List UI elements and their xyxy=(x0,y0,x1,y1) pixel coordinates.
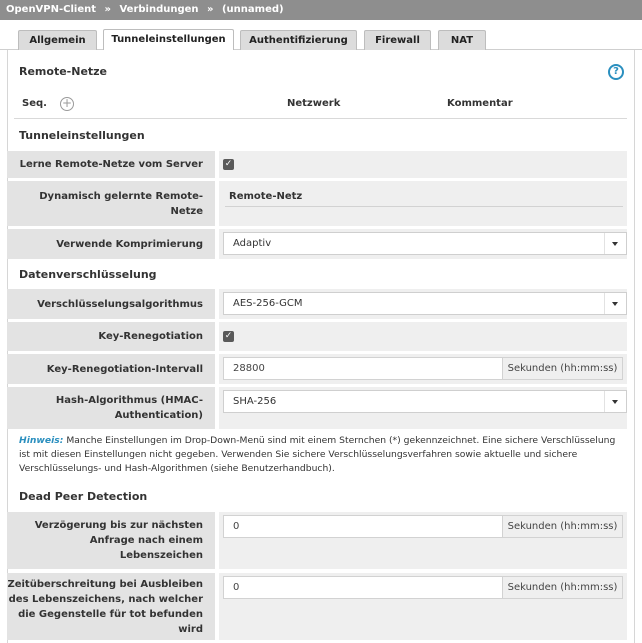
cipher-selected: AES-256-GCM xyxy=(233,298,303,309)
key-renegotiation-checkbox[interactable]: ✓ xyxy=(224,331,233,341)
compression-label: Verwende Komprimierung xyxy=(7,229,215,259)
column-comment: Kommentar xyxy=(447,98,513,109)
dpd-timeout-input[interactable]: 0 xyxy=(223,576,503,599)
key-renegotiation-row xyxy=(7,322,627,351)
learn-remote-networks-row xyxy=(7,151,627,178)
chevron-down-icon xyxy=(612,302,618,306)
hash-algorithm-row xyxy=(7,387,627,429)
breadcrumb-item-connections[interactable]: Verbindungen xyxy=(119,4,199,15)
encryption-title: Datenverschlüsselung xyxy=(19,268,157,281)
renegotiation-interval-value xyxy=(219,354,627,384)
table-divider xyxy=(14,118,627,119)
learned-networks-value xyxy=(219,181,627,226)
help-icon[interactable]: ? xyxy=(608,64,624,80)
learned-networks-column: Remote-Netz xyxy=(229,191,303,202)
renegotiation-interval-label: Key-Renegotiation-Intervall xyxy=(7,354,215,384)
chevron-down-icon xyxy=(612,242,618,246)
learn-remote-networks-label: Lerne Remote-Netze vom Server xyxy=(7,151,215,178)
dpd-delay-input[interactable]: 0 xyxy=(223,515,503,538)
learned-networks-label: Dynamisch gelernte Remote-Netze xyxy=(7,181,215,226)
add-row-icon[interactable]: + xyxy=(61,96,73,110)
hint-text xyxy=(19,434,627,476)
chevron-down-icon xyxy=(612,400,618,404)
renegotiation-interval-unit: Sekunden (hh:mm:ss) xyxy=(503,357,623,380)
tunnel-settings-title: Tunneleinstellungen xyxy=(19,129,145,142)
hint-body: Manche Einstellungen im Drop-Down-Menü sind mit einem Sternchen (*) gekennzeichnet. Eine sichere Verschlüsselung ist mit diesen Einstellungen nicht gegeben. Verwenden Sie sichere Verschlüsselungsverfahren sowie aktuelle und sichere Verschlüsselungs- und Hash-Algorithmen (siehe Benutzerhandbuch). xyxy=(19,435,616,474)
learned-networks-divider xyxy=(225,206,623,207)
compression-dropdown[interactable] xyxy=(604,233,626,254)
dpd-timeout-unit: Sekunden (hh:mm:ss) xyxy=(503,576,623,599)
hash-algorithm-select[interactable] xyxy=(223,390,627,413)
cipher-label: Verschlüsselungsalgorithmus xyxy=(7,289,215,319)
tab-authentifizierung[interactable]: Authentifizierung xyxy=(240,30,357,50)
breadcrumb-separator: » xyxy=(104,4,111,15)
cipher-select[interactable] xyxy=(223,292,627,315)
hash-algorithm-dropdown[interactable] xyxy=(604,391,626,412)
breadcrumb-item-current: (unnamed) xyxy=(221,4,284,15)
tab-firewall[interactable]: Firewall xyxy=(364,30,431,50)
compression-select[interactable] xyxy=(223,232,627,255)
renegotiation-interval-input[interactable]: 28800 xyxy=(223,357,503,380)
cipher-value xyxy=(219,289,627,319)
hash-algorithm-value xyxy=(219,387,627,429)
breadcrumb-separator: » xyxy=(207,4,214,15)
renegotiation-interval-row xyxy=(7,354,627,384)
compression-value xyxy=(219,229,627,259)
tab-nat[interactable]: NAT xyxy=(438,30,486,50)
dpd-timeout-label: Zeitüberschreitung bei Ausbleiben des Lebenszeichens, nach welcher die Gegenstelle für tot befunden wird xyxy=(7,573,215,640)
hash-algorithm-label: Hash-Algorithmus (HMAC-Authentication) xyxy=(7,387,215,429)
cipher-row xyxy=(7,289,627,319)
key-renegotiation-label: Key-Renegotiation xyxy=(7,322,215,351)
breadcrumb xyxy=(0,0,642,20)
cipher-dropdown[interactable] xyxy=(604,293,626,314)
dpd-title: Dead Peer Detection xyxy=(19,490,148,503)
column-seq: Seq. xyxy=(22,98,47,109)
hash-algorithm-selected: SHA-256 xyxy=(233,396,277,407)
learn-remote-networks-checkbox[interactable]: ✓ xyxy=(224,159,233,169)
dpd-timeout-row xyxy=(7,573,627,640)
tab-allgemein[interactable]: Allgemein xyxy=(18,30,97,50)
compression-row xyxy=(7,229,627,259)
dpd-delay-value xyxy=(219,512,627,569)
compression-selected: Adaptiv xyxy=(233,238,272,249)
column-network: Netzwerk xyxy=(287,98,341,109)
dpd-timeout-value xyxy=(219,573,627,640)
breadcrumb-item-client[interactable]: OpenVPN-Client xyxy=(6,4,97,15)
learned-networks-row xyxy=(7,181,627,226)
learn-remote-networks-value xyxy=(219,151,627,178)
remote-networks-title: Remote-Netze xyxy=(19,65,108,78)
dpd-delay-row xyxy=(7,512,627,569)
hint-label: Hinweis: xyxy=(19,435,64,446)
tab-bar xyxy=(0,20,642,50)
tab-tunneleinstellungen[interactable]: Tunneleinstellungen xyxy=(103,29,234,50)
dpd-delay-unit: Sekunden (hh:mm:ss) xyxy=(503,515,623,538)
key-renegotiation-value xyxy=(219,322,627,351)
dpd-delay-label: Verzögerung bis zur nächsten Anfrage nach einem Lebenszeichen xyxy=(7,512,215,569)
